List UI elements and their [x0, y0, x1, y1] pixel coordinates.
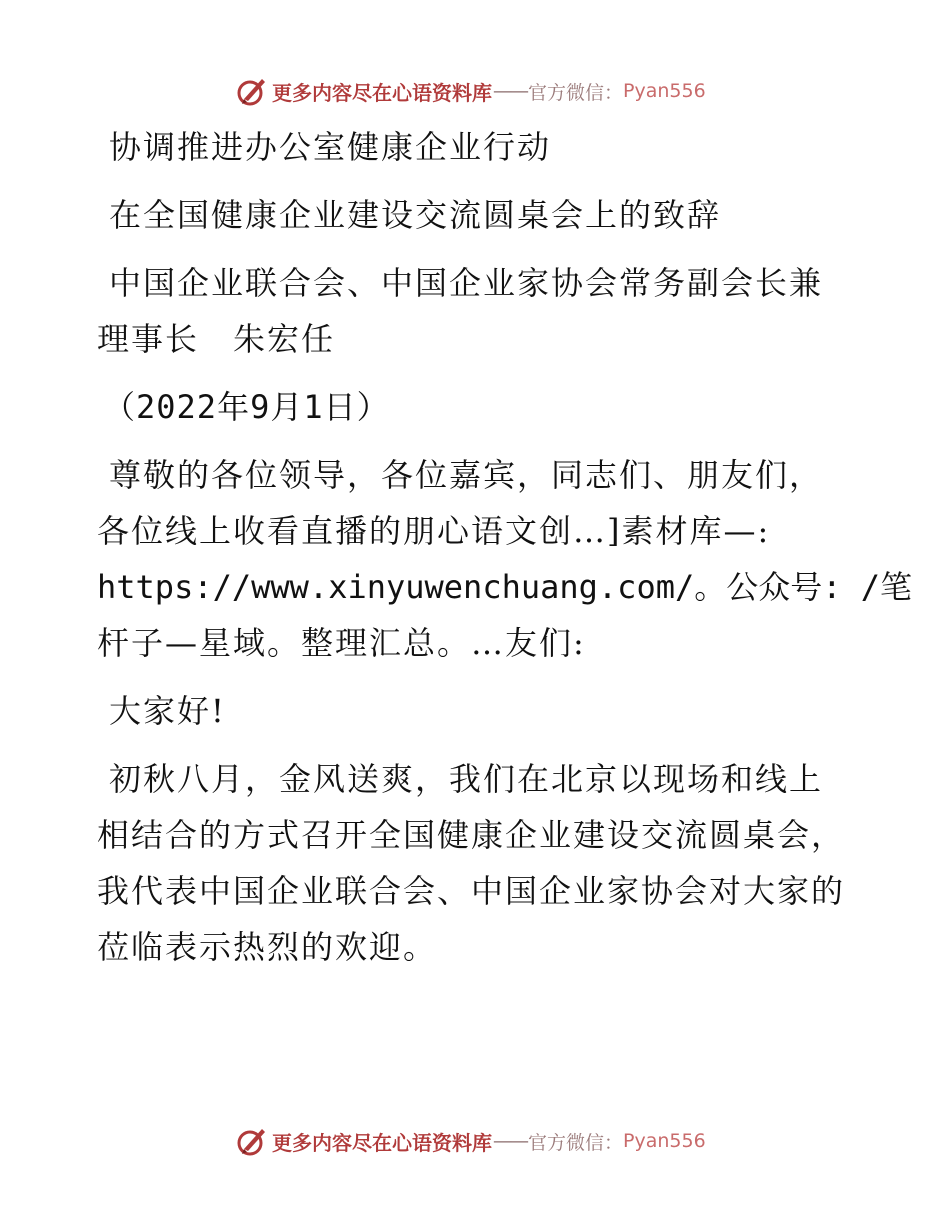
watermark-dash: —— [493, 1130, 527, 1152]
speaker-paragraph [97, 255, 857, 367]
body-line-4: 莅临表示热烈的欢迎。 [97, 928, 438, 966]
greeting-line-1: 尊敬的各位领导，各位嘉宾，同志们、朋友们， [109, 456, 824, 494]
title-line-2 [97, 187, 857, 243]
body-line-3: 我代表中国企业联合会、中国企业家协会对大家的 [97, 872, 846, 910]
title-text-1: 协调推进办公室健康企业行动 [109, 128, 552, 166]
title-text-2: 在全国健康企业建设交流圆桌会上的致辞 [109, 196, 722, 234]
title-line-1 [97, 119, 857, 175]
watermark-wechat-label: 官方微信： [528, 1131, 624, 1154]
greeting-line-4: 杆子—星域。整理汇总。…友们: [97, 624, 586, 662]
document-body [97, 119, 913, 975]
greeting-paragraph [97, 447, 913, 671]
watermark-wechat-id: Pyan556 [623, 1130, 706, 1152]
hello-text: 大家好! [109, 692, 226, 730]
body-line-2: 相结合的方式召开全国健康企业建设交流圆桌会， [97, 816, 846, 854]
watermark-main-text: 更多内容尽在心语资料库 [272, 80, 492, 105]
body-line-1: 初秋八月，金风送爽，我们在北京以现场和线上 [109, 760, 824, 798]
speaker-line-2: 理事长 朱宏任 [97, 320, 336, 358]
body-paragraph [97, 751, 857, 975]
greeting-line-2: 各位线上收看直播的朋心语文创…]素材库—: [97, 512, 771, 550]
header-watermark [236, 74, 706, 108]
speaker-line-1: 中国企业联合会、中国企业家协会常务副会长兼 [109, 264, 824, 302]
footer-watermark [236, 1124, 706, 1158]
watermark-wechat-label: 官方微信： [528, 81, 624, 104]
quill-logo-icon [236, 1125, 268, 1157]
hello-paragraph [97, 683, 857, 739]
date-paragraph [97, 379, 857, 435]
watermark-wechat-id: Pyan556 [623, 80, 706, 102]
watermark-dash: —— [493, 80, 527, 102]
date-text: （2022年9月1日） [103, 388, 390, 426]
greeting-line-3: https://www.xinyuwenchuang.com/。公众号: /笔 [97, 568, 913, 606]
quill-logo-icon [236, 75, 268, 107]
watermark-main-text: 更多内容尽在心语资料库 [272, 1130, 492, 1155]
